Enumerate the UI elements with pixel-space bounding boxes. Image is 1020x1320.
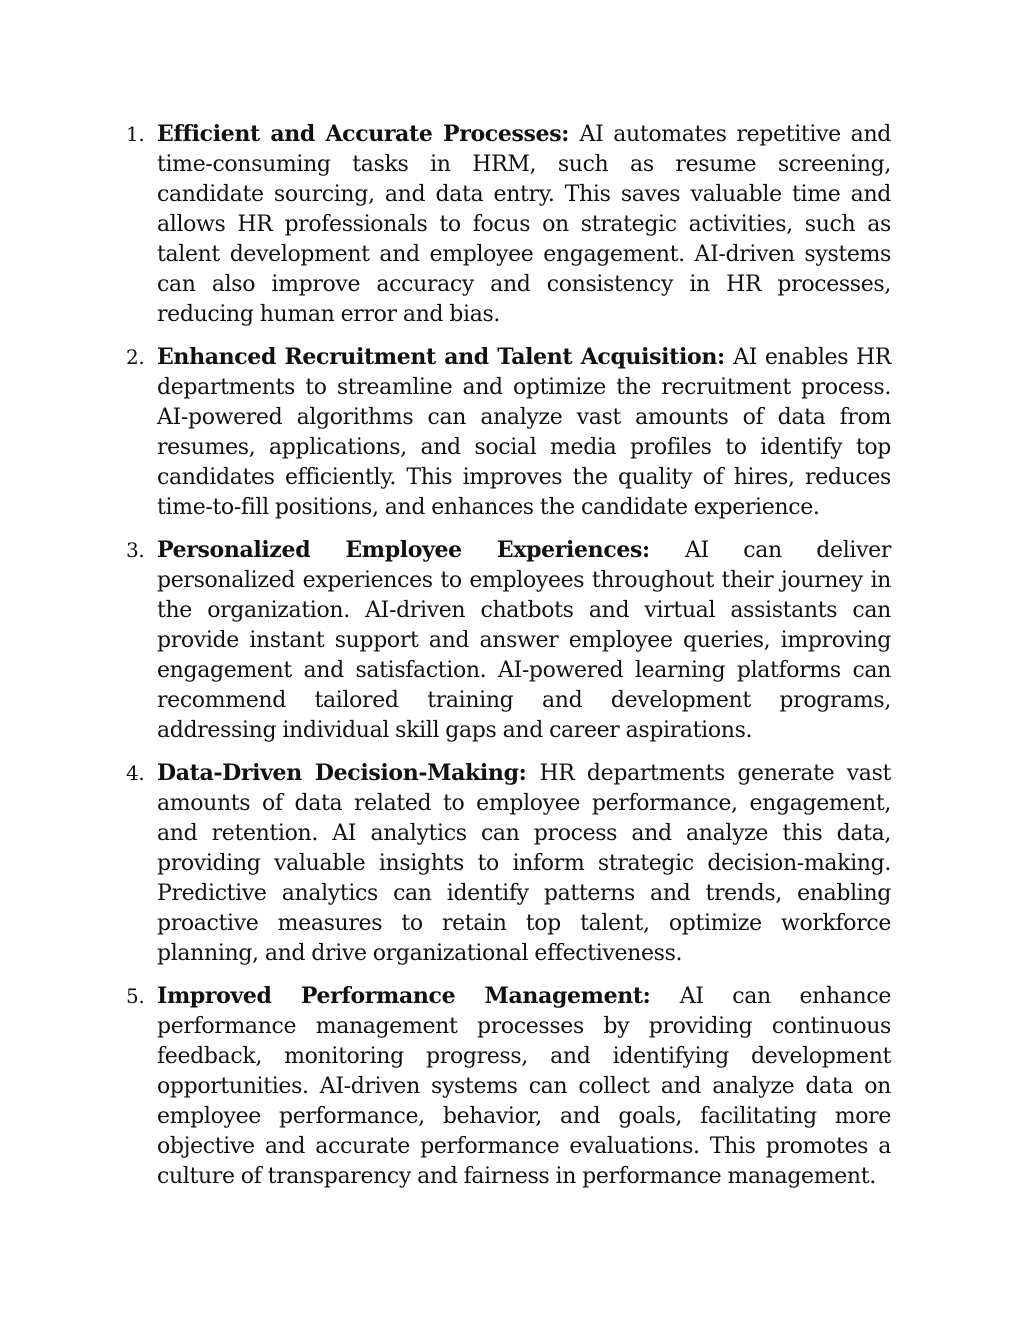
list-item-heading: Enhanced Recruitment and Talent Acquisition:	[157, 344, 734, 370]
list-item	[126, 119, 891, 330]
list-item	[126, 758, 891, 969]
list-item-text: AI enables HR departments to streamline and optimize the recruitment process. AI-powered algorithms can analyze vast amounts of data from resumes, applications, and social media profiles to identify top candidates efficiently. This improves the quality of hires, reduces time-to-fill positions, and enhances the candidate experience.	[157, 345, 891, 520]
list-item-number: 4.	[126, 761, 145, 785]
list-item-heading: Data-Driven Decision-Making:	[157, 760, 540, 786]
list-item-number: 1.	[126, 122, 145, 146]
list-item-heading: Improved Performance Management:	[157, 983, 680, 1009]
list-item-text: AI automates repetitive and time-consuming tasks in HRM, such as resume screening, candidate sourcing, and data entry. This saves valuable time and allows HR professionals to focus on strategic activities, such as talent development and employee engagement. AI-driven systems can also improve accuracy and consistency in HR processes, reducing human error and bias.	[157, 122, 891, 327]
list-item	[126, 342, 891, 523]
list-item-number: 3.	[126, 538, 145, 562]
list-item-heading: Efficient and Accurate Processes:	[157, 121, 580, 147]
list-item-text: AI can deliver personalized experiences to employees throughout their journey in the organization. AI-driven chatbots and virtual assistants can provide instant support and answer employee queries, improving engagement and satisfaction. AI-powered learning platforms can recommend tailored training and development programs, addressing individual skill gaps and career aspirations.	[157, 538, 891, 743]
list-item-text: AI can enhance performance management processes by providing continuous feedback, monitoring progress, and identifying development opportunities. AI-driven systems can collect and analyze data on employee performance, behavior, and goals, facilitating more objective and accurate performance evaluations. This promotes a culture of transparency and fairness in performance management.	[157, 984, 891, 1189]
list-item-number: 5.	[126, 984, 145, 1008]
benefits-list	[126, 119, 891, 1204]
list-item-text: HR departments generate vast amounts of data related to employee performance, engagement, and retention. AI analytics can process and analyze this data, providing valuable insights to inform strategic decision-making. Predictive analytics can identify patterns and trends, enabling proactive measures to retain top talent, optimize workforce planning, and drive organizational effectiveness.	[157, 761, 891, 966]
list-item-heading: Personalized Employee Experiences:	[157, 537, 685, 563]
list-item-number: 2.	[126, 345, 145, 369]
list-item	[126, 981, 891, 1192]
list-item	[126, 535, 891, 746]
